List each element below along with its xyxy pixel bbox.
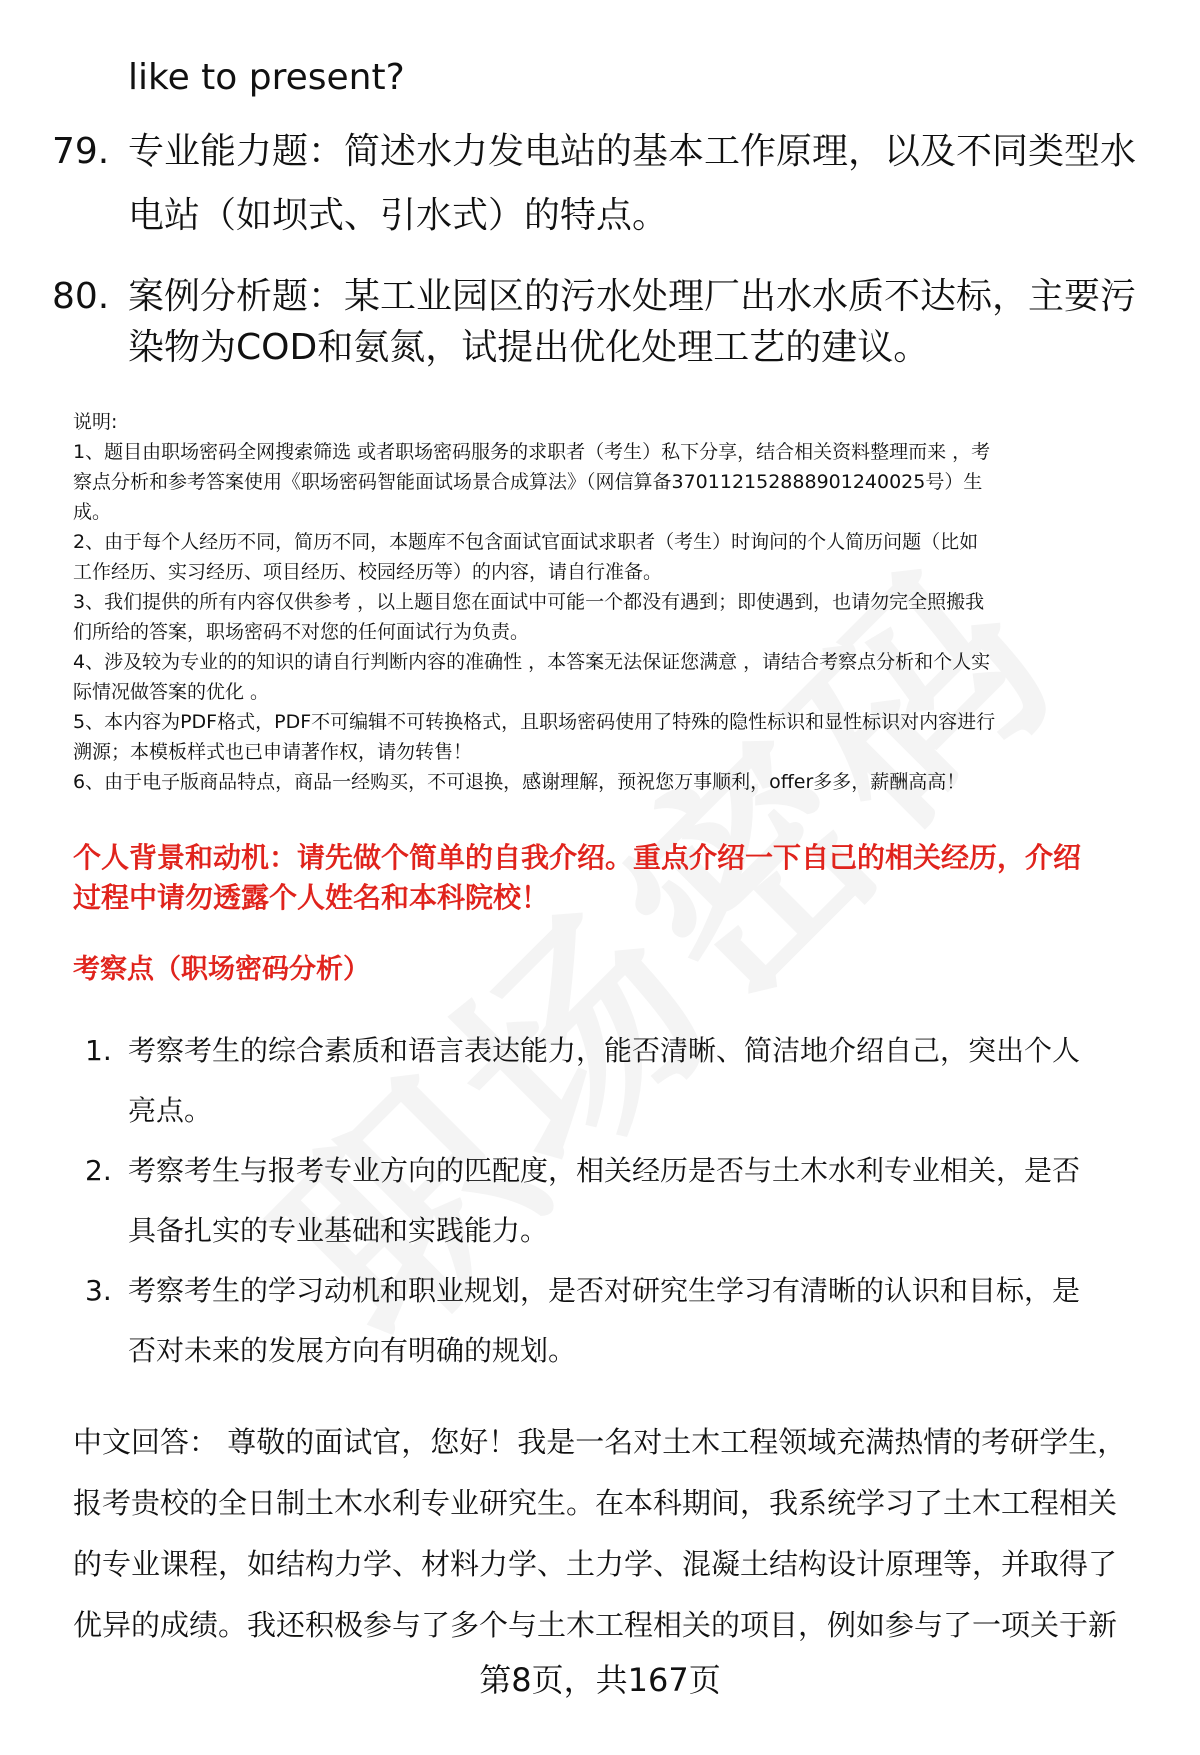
- notes-line: 工作经历、实习经历、项目经历、校园经历等）的内容，请自行准备。: [73, 561, 663, 583]
- question-number: 79.: [52, 131, 110, 172]
- question-fragment: like to present?: [128, 57, 405, 98]
- page-footer: 第8页，共167页: [479, 1661, 721, 1699]
- point-line: 考察考生的综合素质和语言表达能力，能否清晰、简洁地介绍自己，突出个人: [128, 1034, 1081, 1067]
- notes-line: 际情况做答案的优化 。: [73, 681, 270, 703]
- notes-line: 4、涉及较为专业的的知识的请自行判断内容的准确性 ，本答案无法保证您满意 ，请结合考察点分析和个人实: [73, 651, 991, 673]
- notes-line: 2、由于每个人经历不同，简历不同，本题库不包含面试官面试求职者（考生）时询问的个人简历问题（比如: [73, 531, 979, 553]
- point-line: 考察考生的学习动机和职业规划，是否对研究生学习有清晰的认识和目标，是: [128, 1274, 1081, 1307]
- notes-line: 察点分析和参考答案使用《职场密码智能面试场景合成算法》（网信算备370112152888901240025号）生: [73, 471, 983, 493]
- answer-line: 的专业课程，如结构力学、材料力学、土力学、混凝土结构设计原理等，并取得了: [73, 1547, 1118, 1581]
- section-question-line: 过程中请勿透露个人姓名和本科院校！: [73, 881, 550, 914]
- point-number: 3.: [85, 1274, 112, 1307]
- notes-line: 溯源；本模板样式也已申请著作权，请勿转售！: [73, 741, 473, 763]
- section-question-line: 个人背景和动机：请先做个简单的自我介绍。重点介绍一下自己的相关经历，介绍: [73, 841, 1082, 874]
- notes-line: 6、由于电子版商品特点，商品一经购买，不可退换，感谢理解，预祝您万事顺利，offer多多，薪酬高高！: [73, 771, 966, 793]
- notes-line: 5、本内容为PDF格式，PDF不可编辑不可转换格式，且职场密码使用了特殊的隐性标识和显性标识对内容进行: [73, 711, 996, 733]
- question-line: 电站（如坝式、引水式）的特点。: [128, 195, 669, 236]
- assessment-heading: 考察点（职场密码分析）: [73, 954, 370, 985]
- question-line: 染物为COD和氨氮，试提出优化处理工艺的建议。: [128, 327, 930, 368]
- question-line: 专业能力题：简述水力发电站的基本工作原理，以及不同类型水: [128, 131, 1137, 172]
- point-text: [128, 1021, 1143, 1141]
- answer-line: 优异的成绩。我还积极参与了多个与土木工程相关的项目，例如参与了一项关于新: [73, 1608, 1118, 1642]
- point-number: 1.: [85, 1034, 112, 1067]
- point-line: 具备扎实的专业基础和实践能力。: [128, 1214, 549, 1247]
- point-line: 否对未来的发展方向有明确的规划。: [128, 1334, 577, 1367]
- notes-line: 成。: [73, 501, 112, 523]
- answer-line: 报考贵校的全日制土木水利专业研究生。在本科期间，我系统学习了土木工程相关: [73, 1486, 1118, 1520]
- notes-heading: 说明:: [73, 411, 118, 433]
- point-text: [128, 1261, 1143, 1381]
- answer-paragraph: [73, 1412, 1151, 1656]
- notes-line: 们所给的答案，职场密码不对您的任何面试行为负责。: [73, 621, 530, 643]
- question-line: 案例分析题：某工业园区的污水处理厂出水水质不达标，主要污: [128, 276, 1137, 317]
- question-number: 80.: [52, 276, 110, 317]
- notes-section: [73, 407, 1163, 797]
- answer-line: 中文回答： 尊敬的面试官，您好！我是一名对土木工程领域充满热情的考研学生，: [73, 1425, 1127, 1459]
- point-text: [128, 1141, 1143, 1261]
- point-number: 2.: [85, 1154, 112, 1187]
- notes-line: 1、题目由职场密码全网搜索筛选 或者职场密码服务的求职者（考生）私下分享，结合相关资料整理而来 ，考: [73, 441, 991, 463]
- section-question: [73, 838, 1163, 918]
- point-line: 考察考生与报考专业方向的匹配度，相关经历是否与土木水利专业相关，是否: [128, 1154, 1081, 1187]
- point-line: 亮点。: [128, 1094, 213, 1127]
- notes-line: 3、我们提供的所有内容仅供参考 ，以上题目您在面试中可能一个都没有遇到；即使遇到，也请勿完全照搬我: [73, 591, 985, 613]
